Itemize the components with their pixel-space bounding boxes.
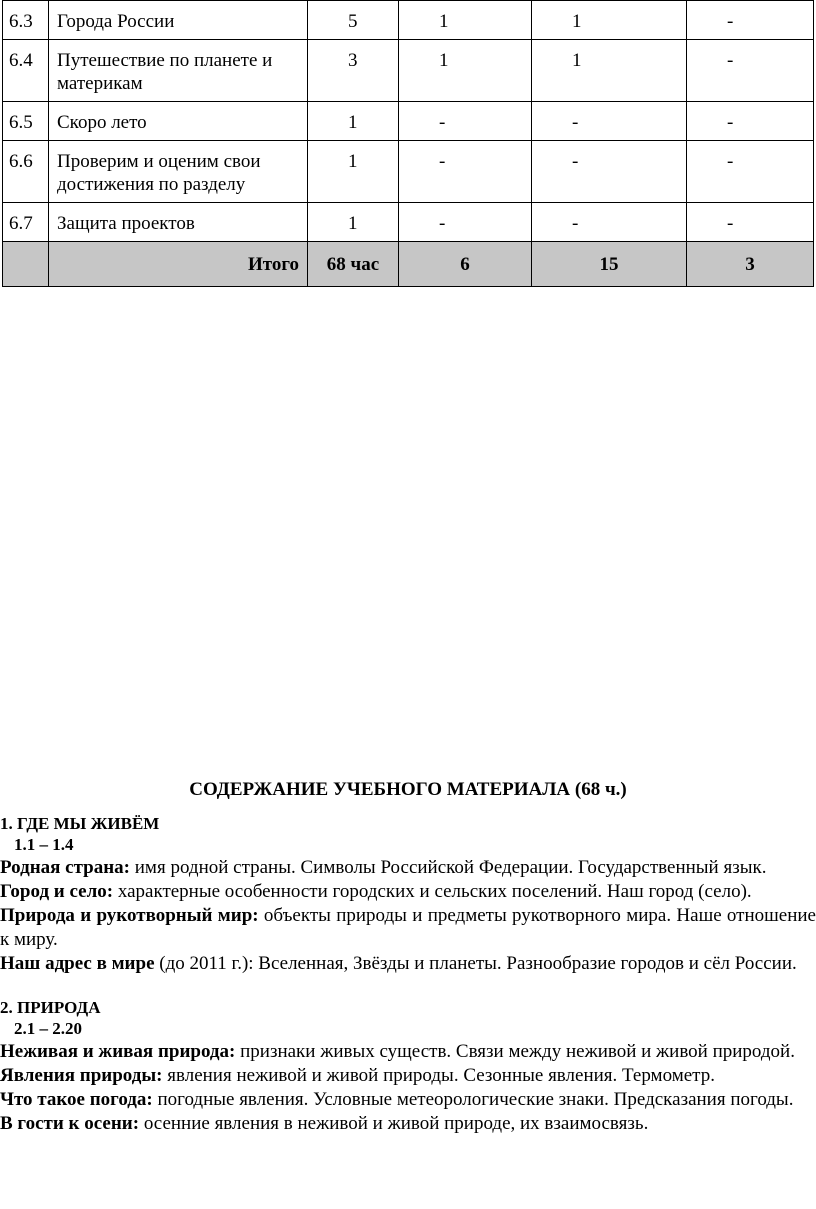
- content-section: [0, 778, 816, 1136]
- total-empty-cell: [3, 242, 49, 287]
- content-paragraph: [0, 1064, 816, 1088]
- row-col2: 1: [532, 1, 687, 40]
- paragraph-term: Явления природы:: [0, 1065, 163, 1086]
- row-topic: Скоро лето: [49, 102, 308, 141]
- row-hours: 3: [308, 40, 399, 102]
- row-hours: 1: [308, 102, 399, 141]
- content-paragraph: [0, 856, 816, 880]
- spacer: [0, 976, 816, 998]
- paragraph-term: Природа и рукотворный мир:: [0, 905, 259, 926]
- table-row: [3, 141, 814, 203]
- section-title: 1. ГДЕ МЫ ЖИВЁМ: [0, 814, 160, 833]
- row-number: 6.7: [3, 203, 49, 242]
- row-col1: -: [399, 102, 532, 141]
- row-col2: -: [532, 203, 687, 242]
- paragraph-text: имя родной страны. Символы Российской Федерации. Государственный язык.: [130, 857, 767, 878]
- row-hours: 5: [308, 1, 399, 40]
- row-col3: -: [687, 40, 814, 102]
- row-topic: Защита проектов: [49, 203, 308, 242]
- total-hours: 68 час: [308, 242, 399, 287]
- table-row: [3, 1, 814, 40]
- total-row: [3, 242, 814, 287]
- paragraph-text: осенние явления в неживой и живой природе, их взаимосвязь.: [139, 1113, 649, 1134]
- row-number: 6.4: [3, 40, 49, 102]
- row-topic: Города России: [49, 1, 308, 40]
- paragraph-text: характерные особенности городских и сельских поселений. Наш город (село).: [113, 881, 752, 902]
- row-number: 6.6: [3, 141, 49, 203]
- section-range: 2.1 – 2.20: [14, 1019, 82, 1038]
- total-col1: 6: [399, 242, 532, 287]
- paragraph-term: Наш адрес в мире: [0, 953, 155, 974]
- row-col3: -: [687, 141, 814, 203]
- content-paragraph: [0, 1040, 816, 1064]
- table-row: [3, 203, 814, 242]
- section-range: 1.1 – 1.4: [14, 835, 74, 854]
- paragraph-term: Неживая и живая природа:: [0, 1041, 236, 1062]
- paragraph-text: (до 2011 г.): Вселенная, Звёзды и планеты. Разнообразие городов и сёл России.: [154, 953, 797, 974]
- content-heading: СОДЕРЖАНИЕ УЧЕБНОГО МАТЕРИАЛА (68 ч.): [189, 779, 627, 800]
- table-row: [3, 102, 814, 141]
- row-col3: -: [687, 1, 814, 40]
- total-col2: 15: [532, 242, 687, 287]
- row-col1: 1: [399, 1, 532, 40]
- paragraph-term: В гости к осени:: [0, 1113, 140, 1134]
- row-col1: -: [399, 141, 532, 203]
- paragraph-text: явления неживой и живой природы. Сезонные явления. Термометр.: [162, 1065, 715, 1086]
- row-topic: Путешествие по планете и материкам: [49, 40, 308, 102]
- row-number: 6.5: [3, 102, 49, 141]
- content-paragraph: [0, 880, 816, 904]
- total-col3: 3: [687, 242, 814, 287]
- content-paragraph: [0, 904, 816, 952]
- total-label: Итого: [49, 242, 308, 287]
- row-col2: -: [532, 102, 687, 141]
- row-col1: -: [399, 203, 532, 242]
- section-title: 2. ПРИРОДА: [0, 998, 101, 1017]
- paragraph-term: Город и село:: [0, 881, 114, 902]
- table-row: [3, 40, 814, 102]
- row-number: 6.3: [3, 1, 49, 40]
- content-paragraph: [0, 1088, 816, 1112]
- content-paragraph: [0, 952, 816, 976]
- paragraph-text: объекты природы и предметы рукотворного мира. Наше отношение к миру.: [0, 905, 816, 950]
- row-col2: -: [532, 141, 687, 203]
- thematic-plan-table: [2, 0, 814, 287]
- row-col3: -: [687, 102, 814, 141]
- paragraph-term: Родная страна:: [0, 857, 131, 878]
- row-hours: 1: [308, 203, 399, 242]
- content-paragraph: [0, 1112, 816, 1136]
- row-col3: -: [687, 203, 814, 242]
- paragraph-text: погодные явления. Условные метеорологические знаки. Предсказания погоды.: [152, 1089, 794, 1110]
- paragraph-text: признаки живых существ. Связи между неживой и живой природой.: [235, 1041, 795, 1062]
- row-topic: Проверим и оценим свои достижения по разделу: [49, 141, 308, 203]
- row-hours: 1: [308, 141, 399, 203]
- row-col2: 1: [532, 40, 687, 102]
- paragraph-term: Что такое погода:: [0, 1089, 153, 1110]
- row-col1: 1: [399, 40, 532, 102]
